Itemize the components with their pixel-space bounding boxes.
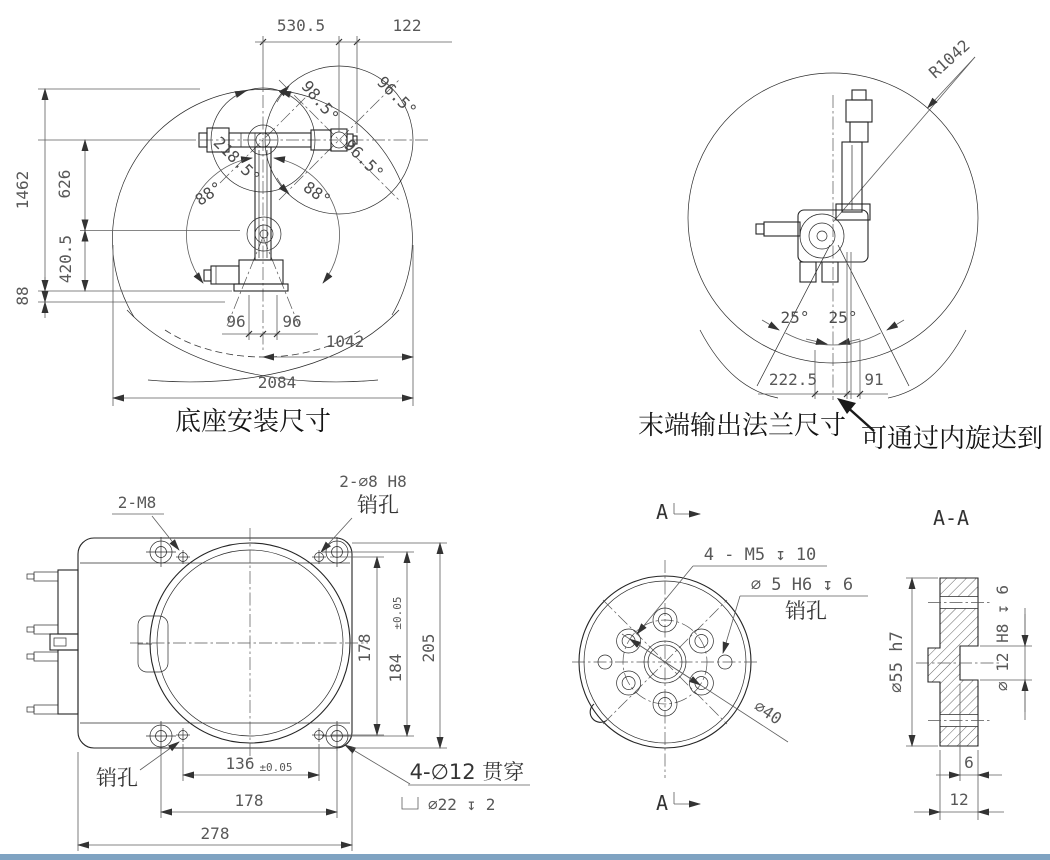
dim-h178: 178 bbox=[234, 791, 264, 810]
section-title: A-A bbox=[932, 506, 970, 530]
dim-2084: 2084 bbox=[257, 373, 297, 392]
label-d5-h6: ∅ 5 H6 ↧ 6 bbox=[750, 575, 854, 595]
dim-420-5: 420.5 bbox=[56, 234, 75, 284]
label-2-d8: 2-∅8 H8 bbox=[339, 472, 407, 491]
section-label-a-top: A bbox=[656, 500, 669, 524]
label-2-m8: 2-M8 bbox=[117, 493, 157, 512]
dim-1462: 1462 bbox=[13, 170, 32, 210]
dim-122: 122 bbox=[392, 16, 422, 35]
section-label-a-bottom: A bbox=[656, 791, 669, 815]
dim-12: 12 bbox=[949, 790, 969, 809]
angle-88-right: 88° bbox=[299, 177, 335, 210]
label-counterbore: ∅22 ↧ 2 bbox=[428, 795, 496, 814]
angle-218-5: 218.5° bbox=[209, 132, 265, 188]
dim-96-left: 96 bbox=[226, 312, 246, 331]
angle-25-left: 25° bbox=[780, 308, 810, 327]
angle-98-5: 98.5° bbox=[297, 76, 343, 127]
dim-v205: 205 bbox=[419, 633, 438, 663]
dim-d55: ∅55 h7 bbox=[887, 631, 907, 693]
dim-96-right: 96 bbox=[282, 312, 302, 331]
dim-v178: 178 bbox=[355, 633, 374, 663]
dim-h136-tol: ±0.05 bbox=[259, 761, 293, 774]
dim-h136: 136 bbox=[225, 754, 255, 773]
dim-1042: 1042 bbox=[325, 332, 365, 351]
dim-d40: ∅40 bbox=[750, 696, 786, 729]
window-edge-bar bbox=[0, 854, 1050, 860]
dim-222-5: 222.5 bbox=[768, 370, 818, 389]
dim-6: 6 bbox=[964, 753, 974, 772]
dim-d12: ∅ 12 H8 ↧ 6 bbox=[993, 585, 1012, 691]
dim-91: 91 bbox=[864, 370, 884, 389]
caption-base-mounting: 底座安装尺寸 bbox=[174, 407, 332, 437]
dim-v184: 184 bbox=[386, 653, 405, 683]
caption-flange-reach: 末端输出法兰尺寸 bbox=[637, 411, 847, 441]
label-4-m5: 4 - M5 ↧ 10 bbox=[703, 545, 817, 565]
dim-r1042: R1042 bbox=[925, 35, 974, 83]
angle-96-5-top: 96.5° bbox=[373, 72, 421, 120]
dim-626: 626 bbox=[55, 169, 74, 199]
angle-88-left: 88° bbox=[191, 177, 227, 210]
dim-v184-tol: ±0.05 bbox=[391, 596, 404, 630]
label-4-d12: 4-∅12 贯穿 bbox=[409, 760, 525, 784]
label-pin-word-top: 销孔 bbox=[357, 493, 399, 517]
label-pin-word: 销孔 bbox=[785, 599, 827, 623]
angle-25-right: 25° bbox=[828, 308, 858, 327]
dim-530-5: 530.5 bbox=[276, 16, 326, 35]
dim-88: 88 bbox=[13, 286, 32, 306]
dim-h278: 278 bbox=[200, 824, 230, 843]
angle-96-5-bottom: 96.5° bbox=[340, 135, 388, 183]
note-text: 可通过内旋达到 bbox=[860, 424, 1044, 454]
label-pin-word-bottom: 销孔 bbox=[96, 766, 138, 790]
